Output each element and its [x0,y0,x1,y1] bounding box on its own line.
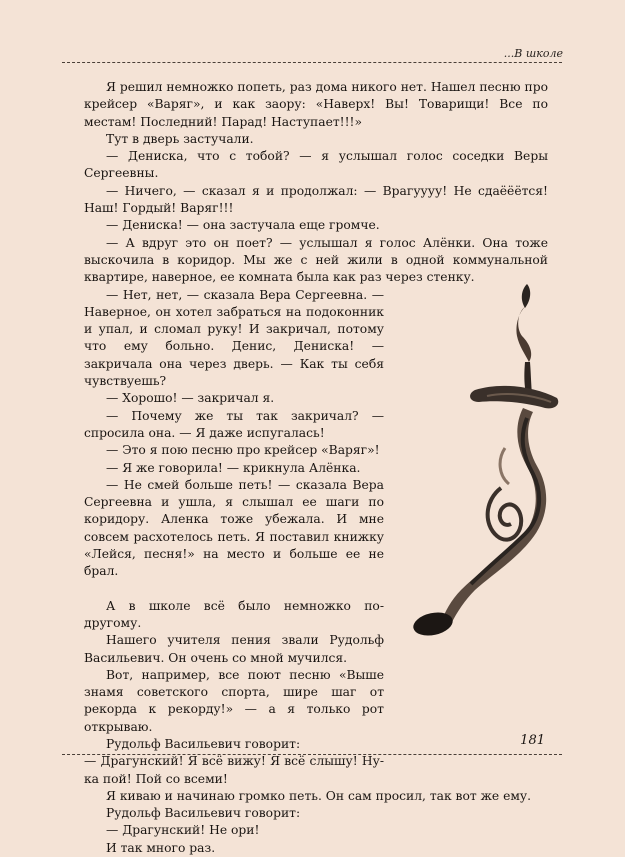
paragraph: — Это я пою песню про крейсер «Варяг»! [106,443,380,458]
footer-rule [62,754,562,755]
paragraph: — Драгунский! Не ори! [106,823,260,838]
paragraph: Рудольф Васильевич говорит: [106,806,301,821]
clef-upper-curl [516,306,531,362]
page-number: 181 [520,733,545,748]
paragraph: Вот, например, все поют песню «Выше знамя советского спорта, шире шаг от рекорда к рекорду!» — а я только рот открываю. [84,667,384,734]
running-head: ...В школе [503,47,563,60]
paragraph: — Нет, нет, — сказала Вера Сергеевна. — Наверное, он хотел забраться на подоконник и упал, и сломал руку! И закричал, потому что ему больно. Денис, Дениска! — закричала она через дверь. — Как ты себя чувствуешь? [84,287,384,389]
clef-top-ornament [522,284,530,308]
paragraph: — Не смей больше петь! — сказала Вера Сергеевна и ушла, я слышал ее шаги по коридору. Аленка тоже убежала. И мне совсем расхотелось петь. Я поставил книжку «Лейся, песня!» на место и больше ее не брал. [84,477,384,579]
paragraph: — Дениска! — она застучала еще громче. [106,218,380,233]
paragraph: Нашего учителя пения звали Рудольф Васильевич. Он очень со мной мучился. [84,633,384,665]
paragraph: Тут в дверь застучали. [106,131,254,146]
clef-body [441,408,546,624]
paragraph: — Хорошо! — закричал я. [106,391,275,406]
paragraph: — Ничего, — сказал я и продолжал: — Врагуууу! Не сдаёёётся! Наш! Гордый! Варяг!!! [84,183,548,216]
paragraph: — Почему же ты так закричал? — спросила она. — Я даже испугалась! [84,408,384,440]
header-rule [62,62,562,63]
paragraph: А в школе всё было немножко по-другому. [84,598,384,630]
paragraph: Рудольф Васильевич говорит: [106,736,301,751]
clef-shading [500,448,509,484]
paragraph: — Я же говорила! — крикнула Алёнка. [106,460,361,475]
clef-crossbar [470,386,558,409]
clef-inner-loop [488,488,522,540]
paragraph: Я решил немножко попеть, раз дома никого нет. Нашел песню про крейсер «Варяг», и как заору: «Наверх! Вы! Товарищи! Все по местам! Последний! Парад! Наступает!!!» [84,80,548,129]
paragraph: Я киваю и начинаю громко петь. Он сам просил, так вот же ему. [106,788,532,803]
treble-clef-illustration [405,278,565,638]
paragraph: И так много раз. [106,840,216,855]
paragraph: — Дениска, что с тобой? — я услышал голос соседки Веры Сергеевны. [84,149,548,181]
paragraph: — Драгунский! Я всё вижу! Я всё слышу! Ну-ка пой! Пой со всеми! [84,754,384,786]
paragraph: — А вдруг это он поет? — услышал я голос Алёнки. Она тоже выскочила в коридор. Мы же с ней жили в одной коммунальной квартире, наверное, ее комната была как раз через стенку. [84,235,548,285]
